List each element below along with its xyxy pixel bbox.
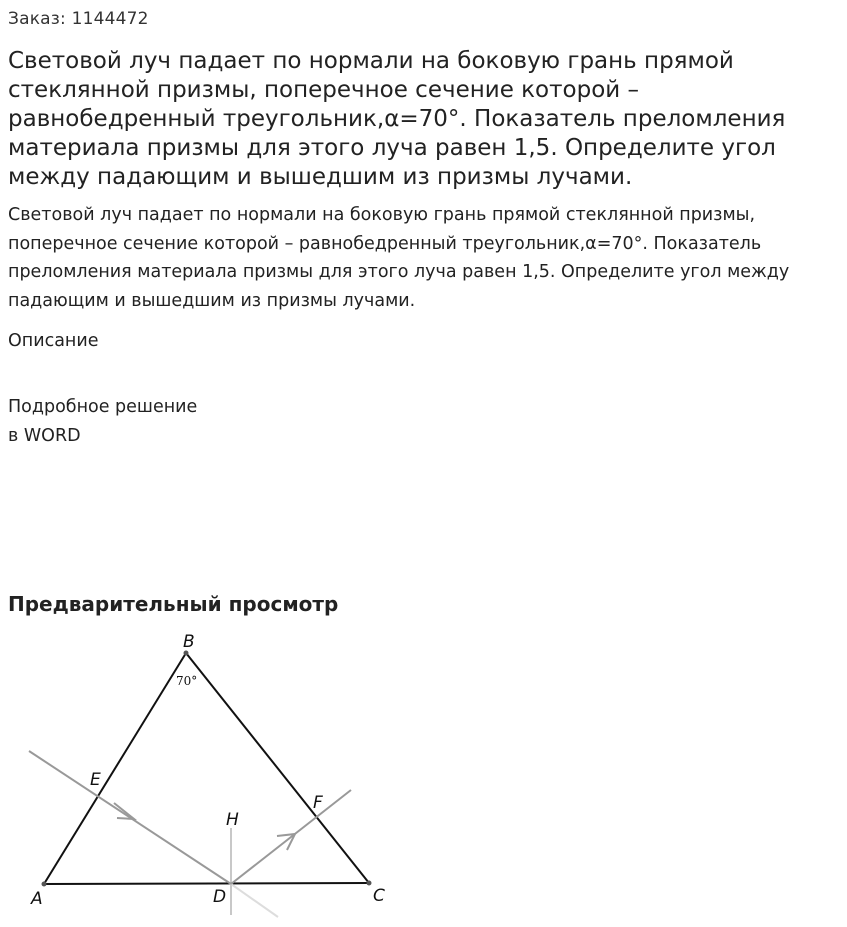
problem-description: Световой луч падает по нормали на боковую грань прямой стеклянной призмы, поперечное сечение которой – равнобедренный треугольник,α=70°. Показатель преломления материала призмы для этого луча равен 1,5. Определите угол между падающим и вышедшим из призмы лучами. [8,205,790,311]
description-label: Описание [8,331,99,351]
vertex-a-dot [42,882,47,887]
label-a: A [31,889,43,909]
label-f: F [313,793,323,813]
label-h: H [226,810,239,830]
incident-ray [29,751,231,884]
label-e: E [90,770,101,790]
preview-heading: Предварительный просмотр [8,592,339,616]
side-ab [44,653,186,884]
problem-title: Световой луч падает по нормали на боковую грань прямой стеклянной призмы, поперечное сечение которой – равнобедренный треугольник,α=70°. Показатель преломления материала призмы для этого луча равен 1,5. Определите угол между падающим и вышедшим из призмы лучами. [8,48,786,190]
label-c: C [373,886,385,906]
solution-line-2: в WORD [8,425,81,446]
side-ac [44,883,369,884]
extension-ray [231,884,278,917]
order-number: Заказ: 1144472 [8,9,149,29]
incident-arrow [114,803,134,819]
prism-diagram [0,625,420,925]
label-b: B [183,632,195,652]
vertex-c-dot [367,881,372,886]
angle-label: 70° [176,674,198,688]
label-d: D [213,887,227,907]
solution-line-1: Подробное решение [8,397,198,417]
solution-info [8,393,197,450]
